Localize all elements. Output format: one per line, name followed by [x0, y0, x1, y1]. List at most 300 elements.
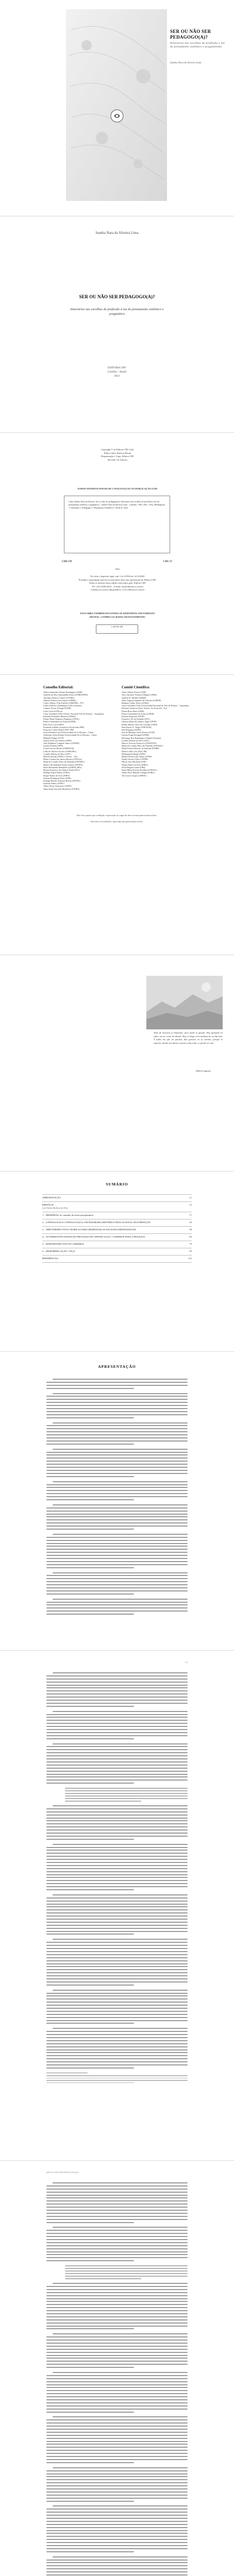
text-line	[46, 1765, 188, 1766]
text-line	[46, 1823, 188, 1824]
text-line	[53, 2372, 188, 2373]
text-line	[53, 1534, 188, 1535]
text-line	[46, 1461, 188, 1462]
council-member: Helder Buenos Aires de Carvalho (UFPI)	[122, 723, 158, 726]
cip-heading: DADOS INTERNACIONAIS DE CATALOGAÇÃO NA PUBLICAÇÃO (CIP)	[77, 487, 158, 490]
text-line	[46, 1437, 188, 1438]
text-line	[46, 1922, 188, 1923]
council-member: Fernando Antônio Gonçalves Alcoforado (IPB)	[43, 725, 85, 728]
presentation-page	[0, 1352, 234, 1651]
text-line	[46, 2219, 188, 2220]
text-line	[46, 2402, 188, 2403]
text-line	[53, 1939, 188, 1940]
text-line	[46, 1687, 188, 1688]
text-line	[46, 1584, 188, 1585]
text-line	[46, 2301, 188, 2302]
text-line	[46, 1564, 188, 1565]
toc-item-label	[42, 1250, 185, 1253]
address-line: Todos os direitos desta edição reservados pela: Editora CRV	[89, 582, 146, 584]
text-line	[46, 1697, 188, 1698]
text-page-1-body	[46, 1672, 188, 2084]
text-line	[46, 1752, 188, 1753]
text-line	[65, 2268, 188, 2269]
toc-item[interactable]	[42, 1226, 192, 1233]
toc-item-title: 5 – DESENHANDO NOVOS CAMINHOS	[42, 1243, 84, 1245]
text-line	[46, 2343, 188, 2344]
toc-item-label	[42, 1228, 185, 1231]
text-line	[46, 2533, 188, 2534]
text-line	[46, 1886, 188, 1887]
text-line	[46, 2551, 134, 2552]
text-line	[46, 2316, 188, 2317]
text-line	[46, 2292, 188, 2293]
text-line	[46, 1529, 134, 1530]
council-member: Silvia Regina Canan (URI)	[122, 766, 145, 769]
text-line	[46, 1487, 188, 1488]
text-line	[46, 2426, 188, 2427]
text-line	[46, 1493, 188, 1494]
title-page-author: Sandra Nara da Silveira Lima	[95, 231, 139, 235]
council-member: Solange Helena Ximenes-Rocha (UFOPA)	[43, 779, 80, 782]
text-line	[46, 1537, 188, 1538]
text-line	[46, 1679, 188, 1680]
paragraph	[46, 1393, 188, 1418]
council-member: Lourdes Helena da Silva (UFV)	[43, 752, 71, 755]
page-number: 12	[185, 1661, 188, 1664]
toc-item[interactable]	[42, 1201, 192, 1212]
paragraph	[46, 1422, 188, 1445]
text-line	[46, 1685, 188, 1686]
text-line	[46, 1833, 188, 1834]
paragraph	[46, 1504, 188, 1530]
text-line	[53, 2227, 188, 2228]
text-line	[46, 1735, 188, 1736]
text-line	[46, 2307, 188, 2308]
text-line	[46, 2462, 134, 2463]
council-member: Vânia Alves Martins Chaigar (FURG)	[122, 771, 155, 774]
toc-item-page: 17	[189, 1214, 192, 1216]
text-line	[46, 2340, 188, 2341]
text-line	[46, 2014, 188, 2015]
text-line	[46, 1877, 188, 1878]
text-line	[46, 1385, 188, 1386]
text-line	[46, 1440, 188, 1442]
paragraph	[46, 2333, 188, 2368]
paragraph	[46, 1894, 188, 1935]
scientific-members-list	[122, 691, 194, 777]
text-line	[46, 2197, 188, 2198]
text-line	[46, 1995, 188, 1996]
text-line	[46, 2034, 188, 2035]
text-line	[46, 1470, 188, 1471]
text-line	[46, 2419, 188, 2420]
text-line	[46, 1388, 134, 1389]
text-line	[46, 2055, 188, 2056]
text-line	[46, 2257, 188, 2258]
text-line	[46, 1774, 188, 1775]
text-line	[53, 2283, 188, 2284]
toc-item-title: APRESENTAÇÃO	[42, 1196, 61, 1199]
council-member: Anna Augusta Sampaio de Oliveira (UNESP)	[122, 699, 161, 702]
paragraph	[46, 2372, 188, 2413]
text-line	[46, 2304, 188, 2305]
toc-item-label	[42, 1257, 185, 1260]
council-member: Najela Tavares Ujiie (UTFPR)	[122, 758, 148, 761]
text-line	[46, 2239, 188, 2240]
text-line	[46, 2216, 188, 2217]
text-line	[46, 2422, 188, 2424]
text-line	[46, 1954, 188, 1955]
open-access-notice: ESTA OBRA TAMBÉM ENCONTRA-SE DISPONÍVEL EM FORMATO DIGITAL. CONHEÇA E BAIXE GRATUITAMENTE!	[80, 612, 155, 618]
paragraph	[46, 1449, 188, 1477]
text-line	[46, 2447, 188, 2448]
council-member: Élsio José Corá (UFFS)	[43, 723, 64, 726]
deposit-line: Foi feito o depósito legal conf. Lei 10.994 de 14/12/2004	[90, 575, 145, 578]
text-line	[46, 1567, 134, 1568]
text-line	[46, 1904, 188, 1905]
council-member: Maria de Lourdes Pinto de Almeida (UNOESC)	[122, 744, 163, 748]
text-line	[46, 2456, 188, 2457]
text-line	[46, 2473, 188, 2475]
text-line	[46, 1998, 188, 1999]
text-line	[46, 2485, 188, 2486]
text-line	[46, 1402, 188, 1403]
text-line	[46, 1957, 188, 1958]
text-line	[46, 1454, 188, 1455]
text-line	[46, 1614, 134, 1615]
text-line	[65, 1798, 188, 1799]
council-member: Helmuth Krüger (UCP)	[43, 736, 64, 739]
text-line	[46, 1717, 188, 1718]
text-line	[46, 1880, 188, 1881]
text-line	[46, 2222, 134, 2223]
paragraph	[46, 1481, 188, 1500]
council-member: Tania Suely Azevedo Brasileiro (UFOPA)	[43, 787, 80, 790]
text-line	[46, 2326, 188, 2327]
text-line	[46, 1507, 188, 1509]
text-line	[46, 1611, 188, 1612]
text-line	[46, 2498, 188, 2499]
cdd-code: CDD 370	[62, 561, 72, 563]
text-line	[46, 1496, 188, 1497]
toc-item[interactable]	[42, 1212, 192, 1219]
text-line	[46, 1931, 188, 1932]
council-member: Ilma Passos A. Veiga (UNICEUB)	[122, 725, 152, 728]
council-member: Elizeu Clementino de Souza (UNEB)	[43, 720, 76, 723]
text-line	[46, 2023, 134, 2024]
cc-license-badge	[96, 624, 138, 634]
text-line	[46, 2539, 188, 2540]
text-line	[46, 2336, 188, 2337]
text-line	[46, 2064, 188, 2065]
council-member: Renato Francisco dos Santos Paula (UFG)	[43, 769, 80, 772]
text-line	[46, 2058, 188, 2059]
text-line	[46, 1431, 188, 1432]
text-line	[46, 1758, 188, 1759]
text-line	[46, 2509, 188, 2510]
text-line	[65, 2276, 188, 2277]
text-line	[46, 2545, 188, 2546]
text-line	[46, 1874, 188, 1875]
council-member: Lourdes Helena da Silva (UFV)	[122, 739, 149, 742]
paragraph	[46, 1672, 188, 1707]
council-member: Carmen Tereza Velanga (UNIR)	[43, 707, 71, 710]
toc-item-title: 1 – MEMÓRIAS: do caminho da autora-pesquisadora	[42, 1214, 94, 1216]
text-page-1	[0, 1651, 234, 2161]
text-line	[46, 1868, 188, 1869]
text-page-2-body	[46, 2182, 188, 2576]
text-line	[46, 2387, 188, 2388]
block-quote	[65, 2265, 188, 2279]
toc-item-page: 95	[189, 1250, 192, 1252]
council-member: Sonia Maria Ferreira Koehler (UNISAL)	[122, 769, 157, 772]
text-line	[46, 1511, 188, 1512]
text-line	[53, 1572, 188, 1573]
text-line	[46, 2236, 188, 2237]
text-line	[46, 1484, 188, 1485]
toc-item[interactable]	[42, 1233, 192, 1241]
toc-item[interactable]	[42, 1248, 192, 1255]
text-line	[46, 1690, 188, 1691]
text-line	[46, 1587, 188, 1588]
text-page-2	[0, 2161, 234, 2576]
text-line	[46, 1865, 188, 1866]
toc-item[interactable]	[42, 1219, 192, 1226]
toc-item[interactable]	[42, 1241, 192, 1248]
epigraph-photo	[146, 976, 223, 1029]
text-line	[46, 1826, 188, 1827]
text-line	[46, 2574, 188, 2575]
text-line	[46, 1543, 188, 1544]
text-line	[46, 2453, 188, 2454]
text-line	[46, 2527, 188, 2528]
council-member: Maria Eurácia Barreto de Andrade (UFRB)	[122, 747, 159, 750]
council-member: Andréia da Silva Quintanilha Sousa (UNIR/UFRN)	[43, 693, 88, 697]
toc-item-title: 6 – (RE)FORMULAÇÃO / TAÇA	[42, 1250, 75, 1252]
text-line	[46, 2185, 188, 2187]
text-line	[65, 1795, 188, 1797]
table-of-contents-page	[0, 1172, 234, 1352]
council-member: Aldira Guimarães Duarte Domínguez (UNB)	[43, 691, 82, 694]
text-line	[46, 2405, 188, 2406]
text-line	[46, 1425, 188, 1426]
council-member: Marcos Vinicius Francisco (UNOESTE)	[122, 742, 157, 745]
text-line	[46, 1607, 188, 1608]
council-member: José de Ribamar Sousa Pereira (UCB)	[122, 731, 155, 734]
cover-illustration	[66, 9, 167, 201]
title-page-subtitle: Itinerários nas escolhas de profissão à luz do pensamento sistêmico e pragmático	[70, 308, 164, 316]
text-line	[53, 2416, 188, 2417]
text-line	[46, 2245, 188, 2246]
cover-title-block	[170, 29, 227, 49]
text-line	[46, 1519, 188, 1520]
text-line	[46, 2204, 188, 2205]
text-line	[46, 2548, 188, 2549]
editorial-council-title: Conselho Editorial:	[43, 685, 74, 689]
text-line	[46, 1829, 188, 1831]
text-line	[46, 2518, 188, 2519]
toc-item-label	[42, 1221, 185, 1224]
text-line	[53, 1504, 188, 1505]
council-member: Leonel Severo Rocha (UNISINOS)	[43, 747, 74, 750]
paragraph	[46, 2416, 188, 2463]
toc-item[interactable]	[42, 1255, 192, 1263]
copyright-block	[77, 448, 158, 462]
cip-box	[64, 496, 170, 553]
toc-item-page: 75	[189, 1243, 192, 1245]
text-line	[46, 1693, 188, 1694]
text-line	[46, 1428, 188, 1429]
text-line	[46, 2040, 188, 2041]
text-line	[46, 1853, 188, 1854]
council-member: Anselmo Alencar Colares (UFOPA)	[43, 696, 75, 699]
text-line	[46, 2328, 134, 2329]
text-line	[46, 1458, 188, 1459]
text-line	[46, 2393, 188, 2394]
text-line	[46, 1972, 188, 1973]
council-member: Vera Lucia Gaspar (UDESC)	[122, 774, 147, 777]
text-line	[46, 1396, 188, 1397]
peer-review-note-2: Este livro foi avaliado e aprovado por pareceristas ad hoc.	[91, 820, 143, 823]
council-member: Fauston Negreiros (UFPI)	[122, 715, 144, 718]
text-line	[65, 2278, 141, 2279]
text-line	[46, 2043, 188, 2044]
text-line	[46, 1934, 134, 1935]
text-line	[46, 2355, 188, 2356]
council-member: Carlos Alberto Vilar Estêvão (UMINHO – PT)	[43, 702, 84, 705]
text-line	[46, 1516, 188, 1517]
phone-line: Tel.: (41) 3039-6418 – E-mail: sac@editoracrv.com.br	[91, 585, 144, 588]
text-line	[46, 1808, 188, 1809]
text-line	[46, 2435, 188, 2436]
text-line	[46, 2565, 188, 2566]
text-line	[46, 1444, 134, 1445]
paragraph	[46, 2227, 188, 2261]
text-line	[46, 1473, 188, 1474]
toc-heading: SUMÁRIO	[106, 1182, 128, 1187]
text-line	[46, 1975, 188, 1976]
text-line	[46, 1862, 188, 1863]
text-line	[46, 2017, 188, 2018]
text-line	[46, 1399, 188, 1400]
text-line	[46, 2210, 188, 2211]
text-line	[46, 1906, 188, 1907]
text-line	[46, 1514, 188, 1515]
block-quote	[65, 1788, 188, 1802]
text-line	[46, 1490, 188, 1491]
text-line	[46, 1978, 188, 1979]
text-line	[46, 1993, 188, 1994]
revision-line: Revisão: Os Autores	[108, 458, 127, 461]
copyright-line: Copyright © da Editora CRV Ltda.	[101, 448, 135, 451]
text-line	[46, 1522, 188, 1523]
text-line	[46, 1414, 188, 1415]
text-line	[46, 2200, 188, 2201]
text-line	[46, 1590, 188, 1591]
text-line	[46, 1761, 188, 1762]
text-line	[46, 2037, 188, 2038]
text-line	[46, 2542, 188, 2543]
text-line	[46, 2046, 188, 2047]
text-line	[46, 2492, 188, 2493]
council-member: Eliane Rose Maio (UEM)	[122, 709, 144, 713]
paragraph	[46, 1379, 188, 1389]
text-line	[46, 1578, 188, 1579]
text-line	[46, 2367, 134, 2368]
text-line	[46, 2230, 188, 2231]
council-member: Diosnel Centurion (Univ Americ. de Asunción – Py)	[122, 707, 167, 710]
text-line	[46, 1729, 188, 1730]
text-line	[46, 2470, 188, 2471]
text-line	[46, 2495, 188, 2496]
text-line	[53, 1422, 188, 1423]
text-line	[46, 1836, 188, 1837]
text-line	[46, 1594, 134, 1595]
toc-item[interactable]	[42, 1194, 192, 1201]
council-member: Paulo Romualdo Hernandes (UNIFAL-MG)	[43, 766, 82, 769]
council-member: Nilson José Machado (USP)	[122, 760, 146, 764]
text-line	[65, 1793, 188, 1794]
council-member: Andréia N. Militão (UEMS)	[122, 696, 146, 699]
running-head: SER OU NÃO SER PEDAGOGO(A)?	[46, 2171, 79, 2174]
council-member: Mohammed Elhajji (UFRJ)	[122, 752, 146, 755]
cover-author: Sandra Nara da Silveira Lima	[170, 62, 202, 64]
text-line	[53, 1393, 188, 1394]
council-member: Simone Rodrigues Pinto (UNB)	[43, 776, 71, 779]
text-line	[65, 2265, 188, 2266]
text-line	[46, 1909, 188, 1910]
text-line	[46, 1476, 134, 1477]
peer-review-note: Este livro passou por avaliação e aprovação às cegas de dois ou mais pareceristas ad hoc.	[76, 814, 158, 817]
text-line	[46, 2289, 188, 2290]
presentation-heading: APRESENTAÇÃO	[98, 1364, 136, 1369]
text-line	[46, 2390, 188, 2391]
text-line	[46, 2459, 188, 2460]
text-line	[46, 1969, 188, 1970]
text-line	[46, 1783, 134, 1784]
text-line	[46, 1552, 188, 1553]
paragraph	[46, 1534, 188, 1568]
paragraph	[46, 2283, 188, 2329]
text-line	[46, 1434, 188, 1435]
text-line	[46, 2571, 188, 2572]
council-member: Maria Lília Imbiriba Sousa Colares (UFOPA)	[43, 763, 83, 766]
text-line	[46, 1916, 188, 1917]
text-line	[46, 2384, 188, 2385]
council-member: Maria Cristina dos Santos Bezerra (UFSCar)	[43, 758, 82, 761]
council-member: Gloria Fariñas León (Universidade de La Havana – Cuba)	[43, 731, 94, 734]
text-line	[65, 1801, 141, 1802]
council-member: Altair Alberto Fávero (UPF)	[122, 691, 146, 694]
text-line	[46, 1723, 188, 1724]
text-line	[46, 2396, 188, 2397]
text-line	[46, 1928, 188, 1929]
cc-license-text: cc BY-NC-ND	[111, 626, 123, 628]
text-line	[46, 2375, 188, 2376]
text-line	[46, 2248, 188, 2249]
text-line	[46, 1948, 188, 1949]
text-line	[46, 1706, 134, 1707]
text-line	[46, 2432, 188, 2433]
text-line	[46, 1581, 188, 1582]
text-line	[46, 2438, 188, 2439]
text-line	[46, 2521, 188, 2522]
text-line	[46, 2412, 134, 2413]
year-note: 2021	[115, 568, 120, 570]
text-line	[46, 2192, 188, 2193]
rights-line: Proibida a reprodução parcial ou total desta obra sem autorização da Editora CRV	[78, 578, 157, 581]
text-line	[46, 1771, 188, 1772]
